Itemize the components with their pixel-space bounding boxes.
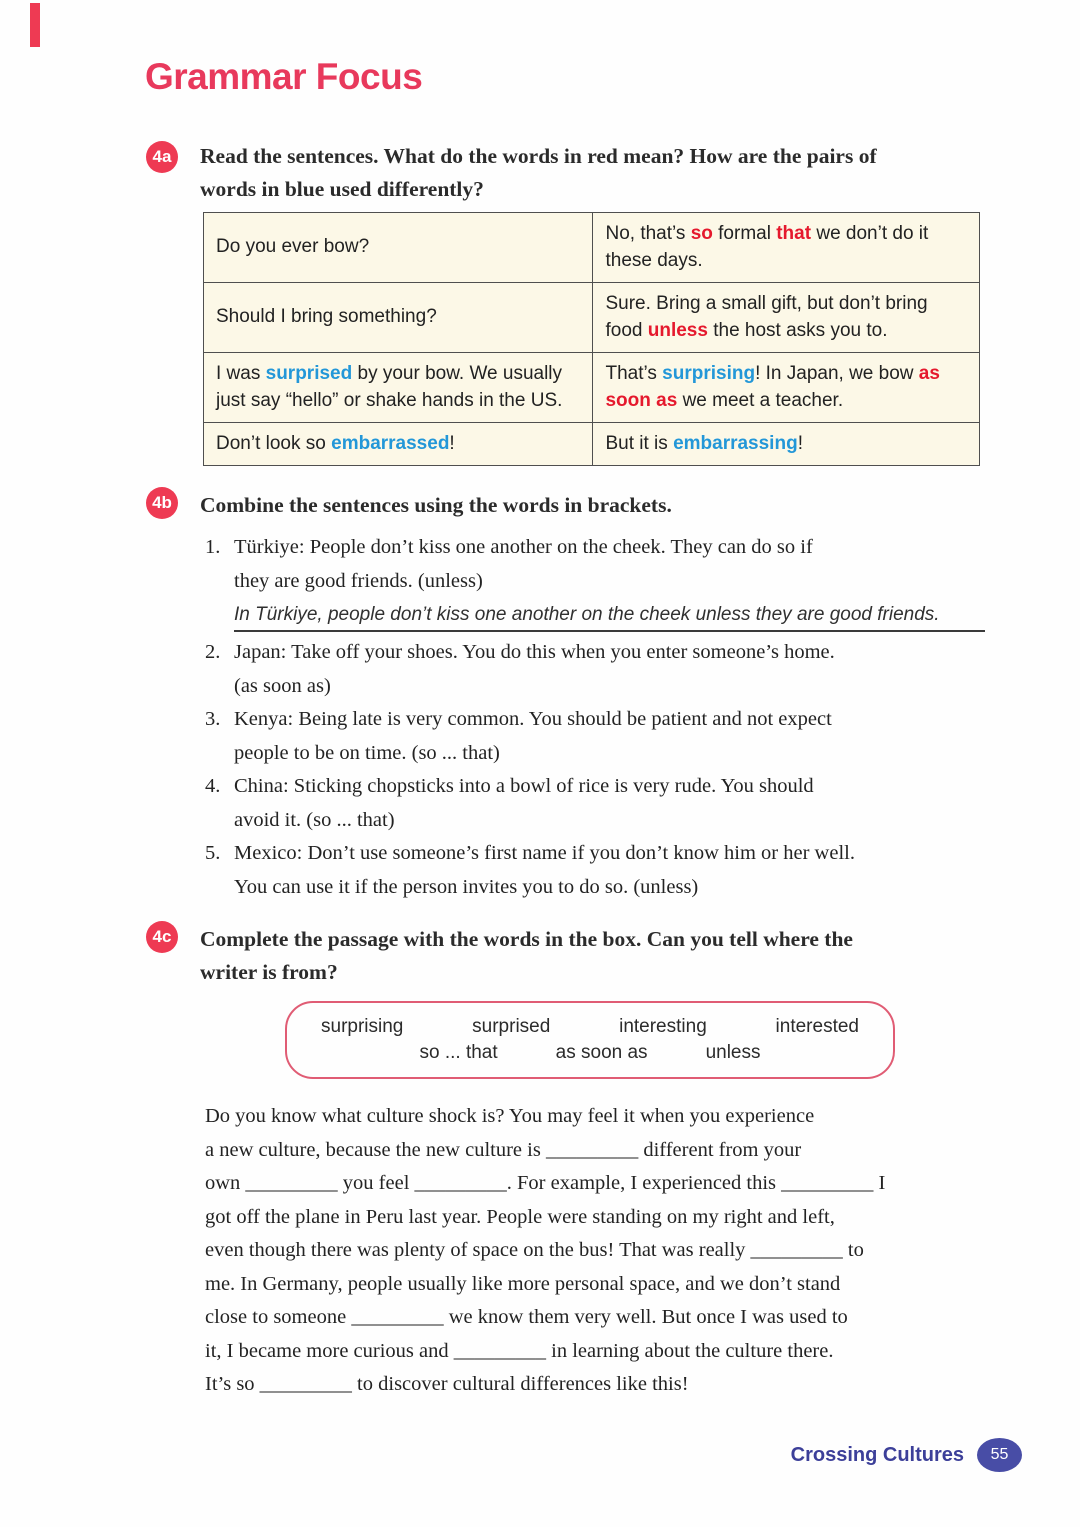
passage-line: me. In Germany, people usually like more personal space, and we don’t stand — [205, 1272, 841, 1295]
page-footer — [791, 1438, 1022, 1472]
exercise-4a-heading-line2: words in blue used differently? — [200, 177, 484, 201]
list-item — [205, 636, 1000, 703]
list-item-number: 3. — [205, 708, 221, 730]
passage-line: got off the plane in Peru last year. People were standing on my right and left, — [205, 1205, 835, 1228]
handwritten-answer: In Türkiye, people don’t kiss one another on the cheek unless they are good friends. — [234, 600, 985, 632]
grammar-examples-table — [203, 212, 980, 466]
exercise-4b-list — [205, 531, 1000, 904]
list-item — [205, 837, 1000, 904]
list-item-text — [234, 703, 1000, 770]
word-bank-word: as soon as — [555, 1042, 648, 1063]
list-item-line: they are good friends. (unless) — [234, 569, 483, 592]
list-item-line: (as soon as) — [234, 674, 331, 697]
list-item-text — [234, 837, 1000, 904]
exercise-badge-4a: 4a — [146, 141, 178, 173]
list-item-text — [234, 531, 1000, 636]
list-item-number: 4. — [205, 775, 221, 797]
exercise-4c-heading-line1: Complete the passage with the words in the box. Can you tell where the — [200, 927, 853, 951]
exercise-4b-heading: Combine the sentences using the words in brackets. — [200, 493, 672, 517]
table-row — [204, 283, 980, 353]
cloze-passage — [205, 1100, 1000, 1402]
exercise-4c-heading-line2: writer is from? — [200, 960, 338, 984]
table-cell: No, that’s so formal that we don’t do it these days. — [593, 213, 980, 283]
list-item-text — [234, 770, 1000, 837]
table-row — [204, 423, 980, 466]
list-item — [205, 770, 1000, 837]
passage-line: close to someone _________ we know them very well. But once I was used to — [205, 1306, 848, 1328]
unit-title: Crossing Cultures — [790, 1443, 964, 1466]
word-bank-word: interesting — [619, 1016, 707, 1037]
exercise-badge-4b: 4b — [146, 487, 178, 519]
exercise-4c-heading — [200, 923, 980, 989]
table-cell: But it is embarrassing! — [593, 423, 980, 466]
exercise-badge-4c: 4c — [146, 921, 178, 953]
table-cell: That’s surprising! In Japan, we bow as soon as we meet a teacher. — [593, 353, 980, 423]
page-edge-mark — [30, 3, 40, 47]
list-item-line: people to be on time. (so ... that) — [234, 741, 500, 764]
list-item-line: Kenya: Being late is very common. You should be patient and not expect — [234, 708, 832, 730]
word-bank-box — [285, 1001, 895, 1079]
list-item-text — [234, 636, 1000, 703]
list-item — [205, 531, 1000, 636]
word-bank-word: interested — [775, 1016, 859, 1037]
passage-line: a new culture, because the new culture is _________ different from your — [205, 1138, 802, 1161]
passage-line: it, I became more curious and _________ in learning about the culture there. — [205, 1339, 834, 1362]
table-cell: Sure. Bring a small gift, but don’t bring food unless the host asks you to. — [593, 283, 980, 353]
list-item-line: Mexico: Don’t use someone’s first name if you don’t know him or her well. — [234, 842, 855, 864]
list-item-line: avoid it. (so ... that) — [234, 808, 395, 831]
exercise-4a-heading-line1: Read the sentences. What do the words in red mean? How are the pairs of — [200, 144, 877, 168]
table-cell: I was surprised by your bow. We usually just say “hello” or shake hands in the US. — [204, 353, 593, 423]
passage-line: even though there was plenty of space on the bus! That was really _________ to — [205, 1239, 864, 1261]
list-item-line: You can use it if the person invites you to do so. (unless) — [234, 875, 699, 898]
exercise-4a-heading — [200, 140, 980, 206]
table-cell: Do you ever bow? — [204, 213, 593, 283]
passage-line: It’s so _________ to discover cultural differences like this! — [205, 1373, 689, 1395]
list-item-line: Türkiye: People don’t kiss one another on the cheek. They can do so if — [234, 536, 813, 558]
list-item-number: 5. — [205, 842, 221, 864]
list-item-number: 2. — [205, 641, 221, 663]
word-bank-word: surprising — [321, 1016, 404, 1037]
table-row — [204, 213, 980, 283]
word-bank-row — [321, 1042, 859, 1064]
list-item-number: 1. — [205, 536, 221, 558]
list-item-line: Japan: Take off your shoes. You do this when you enter someone’s home. — [234, 641, 835, 663]
table-cell: Don’t look so embarrassed! — [204, 423, 593, 466]
page-title: Grammar Focus — [145, 56, 423, 97]
passage-line: Do you know what culture shock is? You may feel it when you experience — [205, 1105, 815, 1127]
word-bank-word: so ... that — [419, 1042, 498, 1063]
table-row — [204, 353, 980, 423]
word-bank-row — [321, 1016, 859, 1038]
passage-line: own _________ you feel _________. For example, I experienced this _________ I — [205, 1172, 886, 1194]
list-item-line: China: Sticking chopsticks into a bowl of rice is very rude. You should — [234, 775, 814, 797]
table-cell: Should I bring something? — [204, 283, 593, 353]
word-bank-word: unless — [705, 1042, 761, 1063]
page-number-badge: 55 — [977, 1438, 1022, 1472]
word-bank-word: surprised — [472, 1016, 551, 1037]
list-item — [205, 703, 1000, 770]
